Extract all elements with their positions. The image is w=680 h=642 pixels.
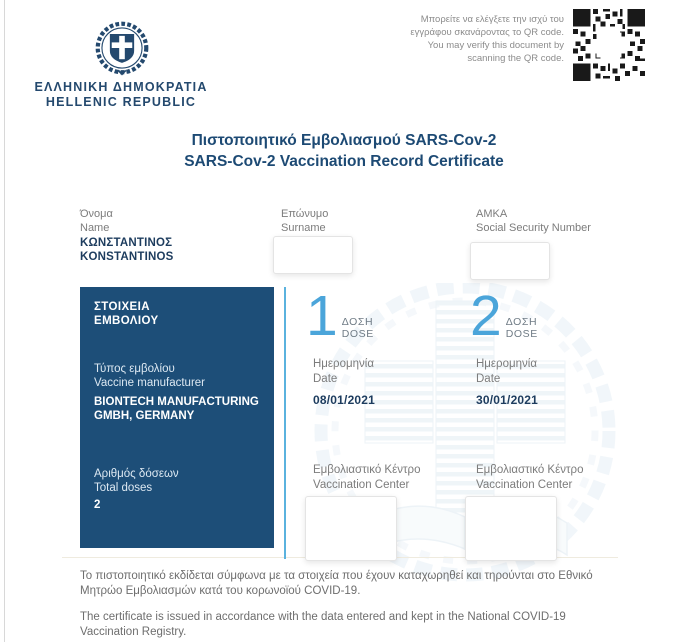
dose1-date-label-gr: Ημερομηνία [313,358,374,370]
dose1-date-label [313,357,374,386]
total-doses-label-en: Total doses [94,482,153,494]
vaccine-type-label [94,362,205,390]
vaccine-type-label-gr: Τύπος εμβολίου [94,363,175,375]
panel-heading-line1: ΣΤΟΙΧΕΙΑ [94,301,150,313]
vaccine-details-panel [80,287,274,548]
certificate-title-en: SARS-Cov-2 Vaccination Record Certificate [184,153,504,170]
name-value-en: KONSTANTINOS [80,251,174,263]
panel-heading [94,300,159,328]
dose2-header [470,284,538,348]
dose1-header [306,284,374,348]
name-label [80,207,113,235]
surname-label-en: Surname [281,222,326,234]
vaccine-type-value [94,395,259,423]
surname-label-gr: Επώνυμο [281,208,329,220]
dose1-center-label-gr: Εμβολιαστικό Κέντρο [313,464,421,476]
panel-divider [284,287,286,559]
dose1-center-label [313,463,420,492]
panel-heading-line2: ΕΜΒΟΛΙΟΥ [94,315,159,327]
certificate-title-gr: Πιστοποιητικό Εμβολιασμού SARS-Cov-2 [191,132,497,149]
hellenic-republic-emblem-icon [94,20,150,76]
footer-note-en: The certificate is issued in accordance with the data entered and kept in the National COVID-19 Vaccination Registry. [80,611,566,638]
dose1-date-value: 08/01/2021 [313,393,376,407]
footer-note-gr: Το πιστοποιητικό εκδίδεται σύμφωνα με τα στοιχεία που έχουν καταχωρηθεί και τηρούνται στο Εθνικό Μητρώο Εμβολιασμών κατά του κορωνοϊού COVID-19. [80,570,593,597]
qr-help-line: Μπορείτε να ελέγξετε την ισχύ του [420,14,564,25]
qr-help-line: εγγράφου σκανάροντας το QR code. [410,27,564,38]
amka-label-gr: ΑΜΚΑ [476,208,508,220]
qr-help-text [334,13,564,65]
total-doses-label-gr: Αριθμός δόσεων [94,468,179,480]
dose2-label-en: DOSE [505,328,538,340]
name-label-en: Name [80,222,110,234]
vaccine-type-value-line2: GMBH, GERMANY [94,410,195,422]
dose2-date-label-gr: Ημερομηνία [476,358,537,370]
dose1-number: 1 [306,284,336,348]
dose2-label [506,316,538,342]
republic-title [18,80,224,109]
name-label-gr: Όνομα [80,208,113,220]
republic-title-gr: ΕΛΛΗΝΙΚΗ ΔΗΜΟΚΡΑΤΙΑ [34,80,208,94]
surname-value-box [273,236,353,274]
republic-title-en: HELLENIC REPUBLIC [45,94,197,109]
dose1-label [342,316,374,342]
vaccine-type-label-en: Vaccine manufacturer [94,377,206,389]
qr-code-icon [573,9,645,81]
name-value-gr: ΚΩΝΣΤΑΝΤΙΝΟΣ [80,237,173,249]
dose1-label-en: DOSE [341,328,374,340]
surname-label [281,207,328,235]
total-doses-label [94,467,179,495]
dose1-center-label-en: Vaccination Center [313,478,410,491]
dose2-center-label-en: Vaccination Center [476,478,573,491]
dose2-center-label [476,463,583,492]
certificate-title [10,130,678,172]
dose2-date-value: 30/01/2021 [476,393,539,407]
amka-value-box [470,242,550,280]
amka-label-en: Social Security Number [476,222,591,234]
qr-help-line: You may verify this document by [427,40,564,51]
vaccine-type-value-line1: BIONTECH MANUFACTURING [94,396,259,408]
page-edge-divider [4,0,5,642]
dose1-date-label-en: Date [313,372,338,385]
total-doses-value: 2 [94,499,101,511]
dose2-label-gr: ΔΟΣΗ [505,316,538,328]
dose2-date-label [476,357,537,386]
qr-help-line: scanning the QR code. [467,53,564,64]
dose2-center-value-box [465,496,557,561]
dose2-date-label-en: Date [476,372,501,385]
dose2-number: 2 [470,284,500,348]
name-value [80,236,174,264]
dose1-label-gr: ΔΟΣΗ [341,316,374,328]
amka-label [476,207,591,235]
dose1-center-value-box [305,496,397,561]
dose2-center-label-gr: Εμβολιαστικό Κέντρο [476,464,584,476]
